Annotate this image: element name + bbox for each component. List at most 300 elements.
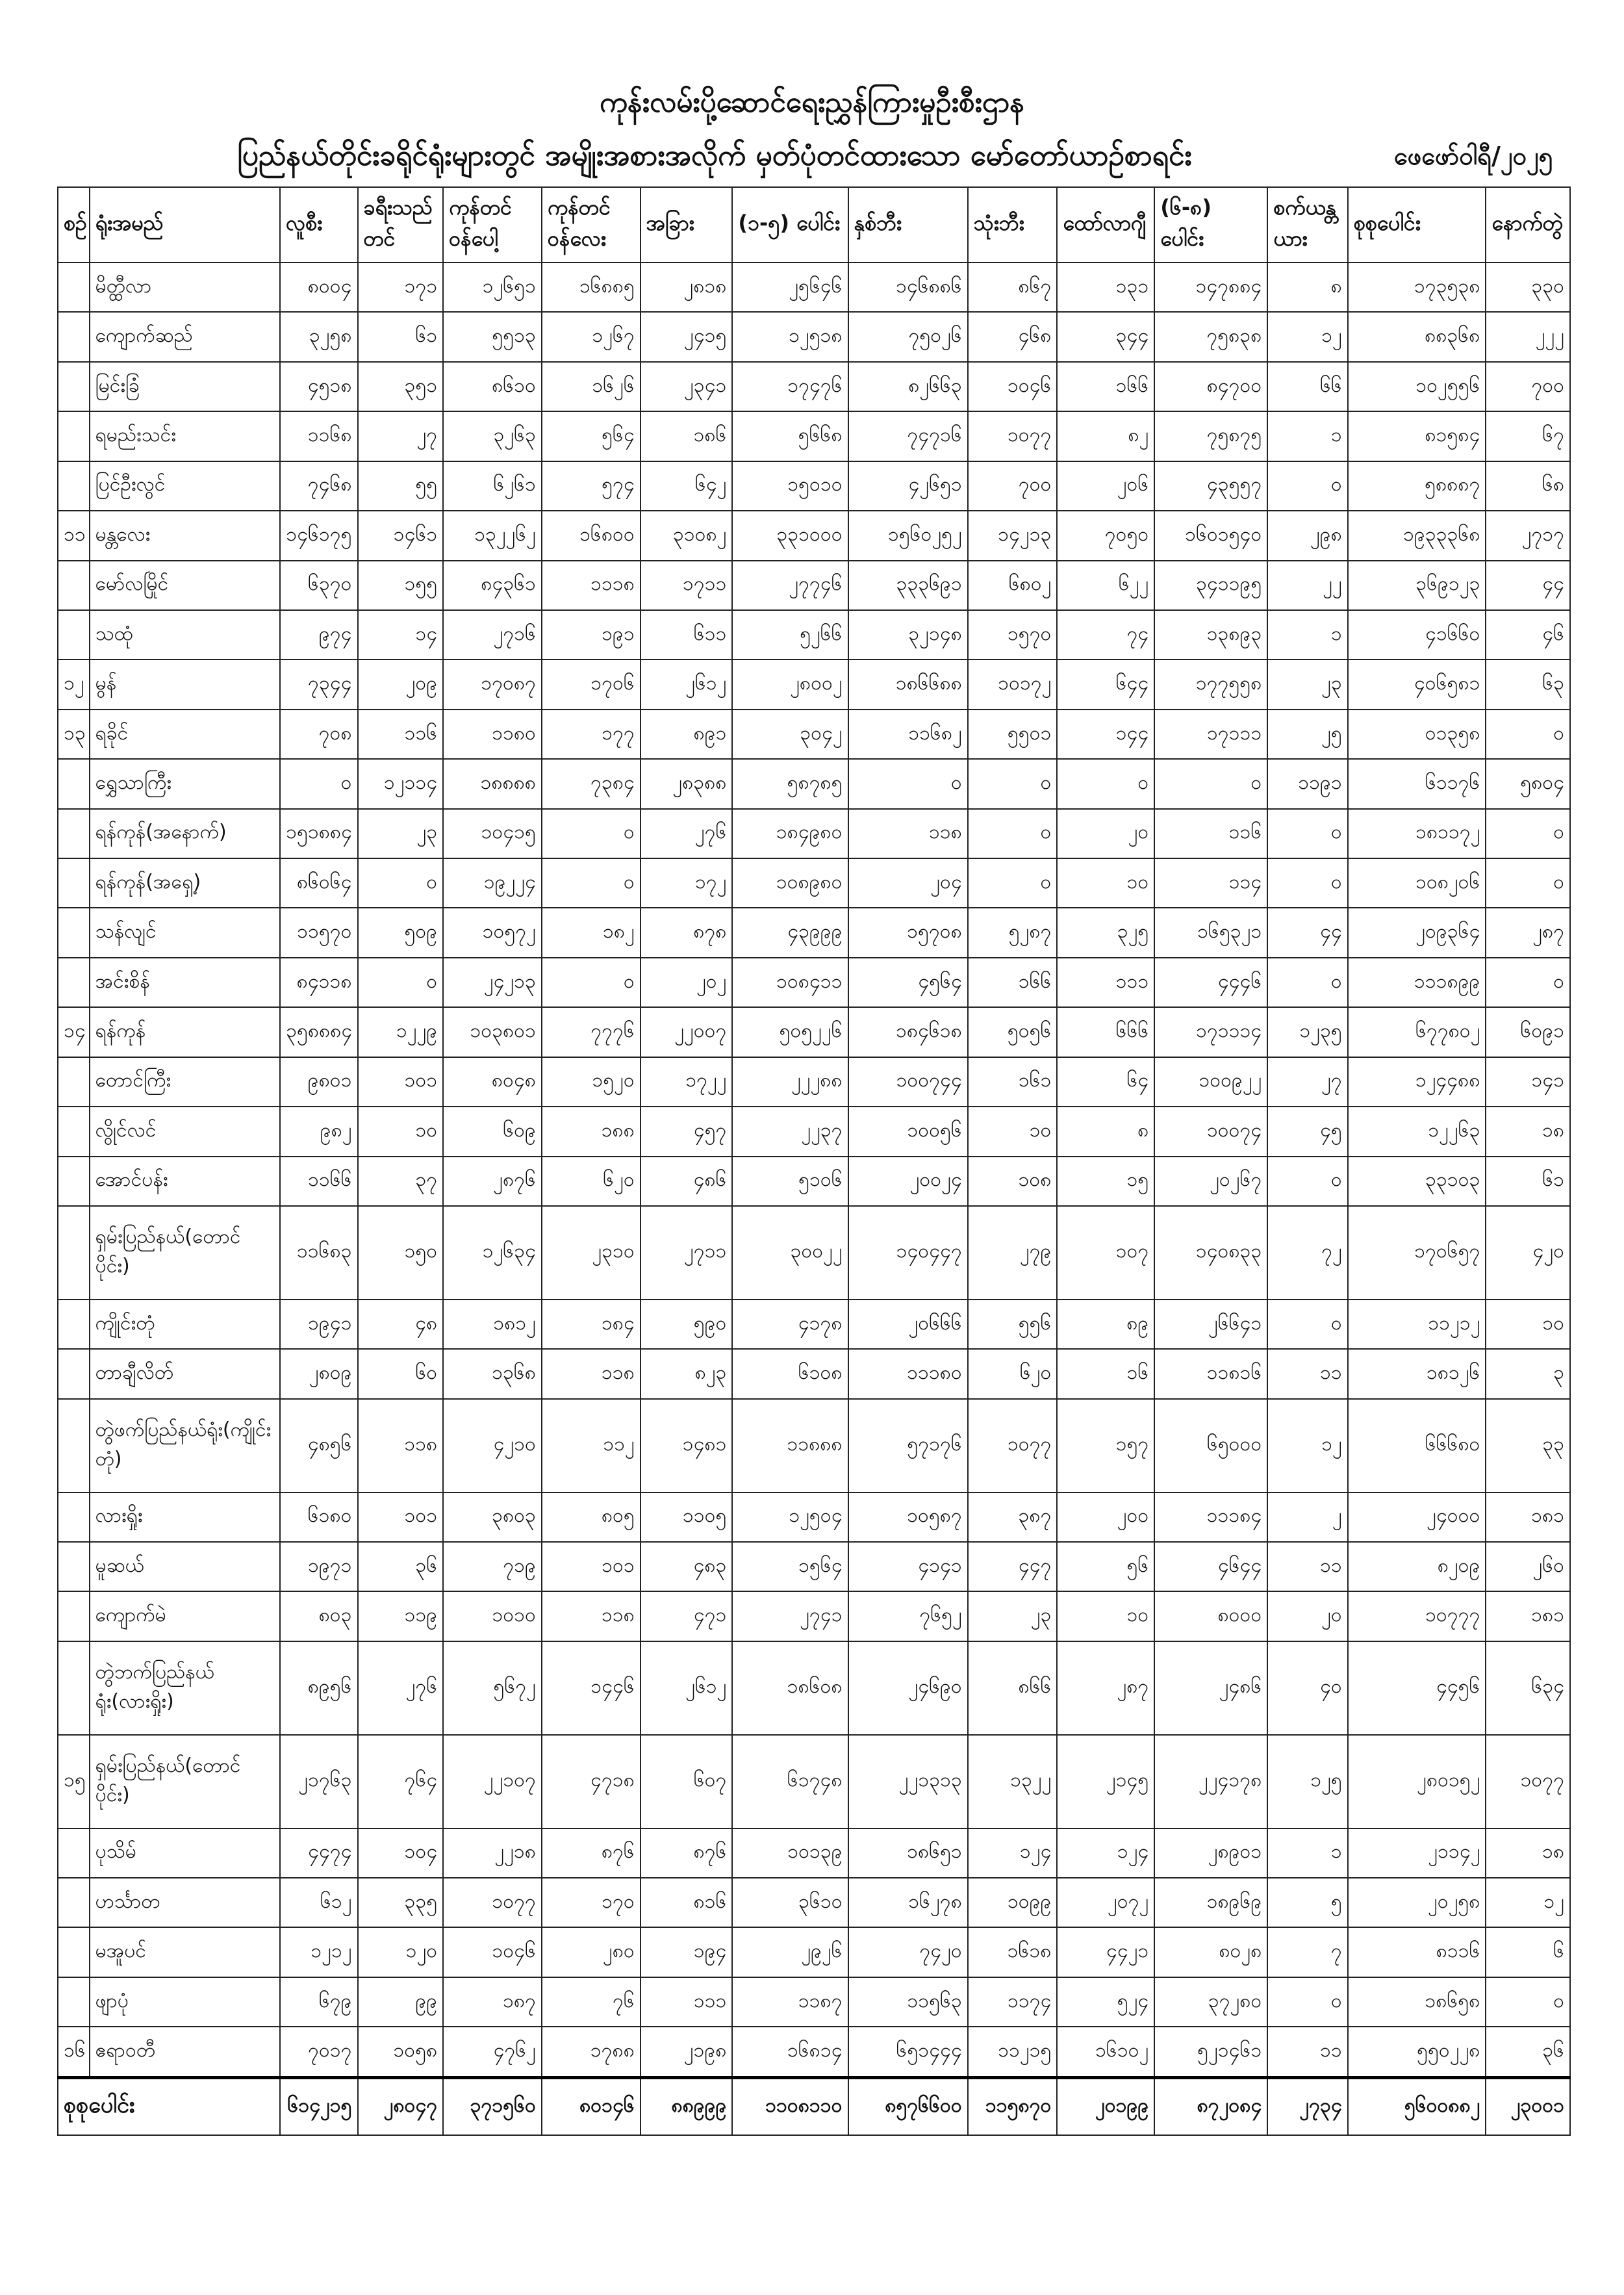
cell-value: ၂၃ xyxy=(358,809,444,858)
cell-value: ၁၂၁၂ xyxy=(280,1927,357,1977)
cell-value: ၆၀ xyxy=(358,1349,444,1398)
cell-value: ၁၆၈၈၅ xyxy=(542,263,641,312)
cell-value: ၄၂၀ xyxy=(1486,1206,1570,1300)
cell-value: ၂၂၀၀၇ xyxy=(641,1007,733,1057)
cell-value: ၂၀ xyxy=(1057,809,1154,858)
row-number: ၁၆ xyxy=(58,2027,90,2078)
office-name: အောင်ပန်း xyxy=(90,1157,281,1206)
cell-value: ၂၃၄၁ xyxy=(641,362,733,411)
cell-value: ၁၀၈၄၁၁ xyxy=(732,958,848,1007)
cell-value: ၁၉၄၁ xyxy=(280,1300,357,1349)
cell-value: ၃၄၁၁၉၅ xyxy=(1154,561,1267,610)
cell-value: ၁၁၄ xyxy=(1154,858,1267,908)
table-row xyxy=(58,759,1570,808)
cell-value: ၀ xyxy=(1267,858,1347,908)
cell-value: ၁၀ xyxy=(1057,1591,1154,1641)
office-name: ဟင်္သာတ xyxy=(90,1878,281,1927)
cell-value: ၁၀၁ xyxy=(542,1542,641,1591)
cell-value: ၅၀၉ xyxy=(358,908,444,957)
cell-value: ၁၅၇ xyxy=(1057,1399,1154,1493)
cell-value: ၄၄၇ xyxy=(968,1542,1058,1591)
cell-value: ၁ xyxy=(1267,411,1347,461)
cell-value: ၃၆ xyxy=(358,1542,444,1591)
cell-value: ၇၆၄ xyxy=(358,1735,444,1828)
cell-value: ၈၂၆၆၃ xyxy=(848,362,968,411)
cell-value: ၁၄၈၁ xyxy=(641,1399,733,1493)
row-number xyxy=(58,1349,90,1398)
row-number xyxy=(58,908,90,957)
cell-value: ၁၈၁ xyxy=(1486,1591,1570,1641)
cell-value: ၆၁၀၈ xyxy=(732,1349,848,1398)
cell-value: ၁၀၇ xyxy=(1057,1206,1154,1300)
cell-value: ၅၆ xyxy=(1057,1542,1154,1591)
cell-value: ၃၃၅ xyxy=(358,1878,444,1927)
cell-value: ၁၀ xyxy=(358,1107,444,1156)
cell-value: ၁၈၆ xyxy=(641,411,733,461)
cell-value: ၈၂၀၉ xyxy=(1348,1542,1486,1591)
row-number xyxy=(58,610,90,660)
cell-value: ၈၆၁၀ xyxy=(443,362,542,411)
cell-value: ၃၆၉၁၂၃ xyxy=(1348,561,1486,610)
cell-value: ၁၈၆၅၈ xyxy=(1348,1977,1486,2027)
row-number xyxy=(58,461,90,511)
cell-value: ၆၄၄ xyxy=(1057,660,1154,709)
cell-value: ၁၄၆၁၇၅ xyxy=(280,511,357,560)
table-row xyxy=(58,1007,1570,1057)
cell-value: ၂၇၁၆ xyxy=(443,610,542,660)
cell-value: ၁၀၅၇၂ xyxy=(443,908,542,957)
cell-value: ၇၅၈၇၅ xyxy=(1154,411,1267,461)
cell-value: ၆၀၉၁ xyxy=(1486,1007,1570,1057)
cell-value: ၄၁၆၆၀ xyxy=(1348,610,1486,660)
cell-value: ၁၁၇၄ xyxy=(968,1977,1058,2027)
cell-value: ၈၁၁၆ xyxy=(1348,1927,1486,1977)
cell-value: ၆၆၆ xyxy=(1057,1007,1154,1057)
total-value: ၂၃၀၀၁ xyxy=(1486,2078,1570,2135)
cell-value: ၁၇၃၅၃၈ xyxy=(1348,263,1486,312)
office-name: မိတ္ထီလာ xyxy=(90,263,281,312)
cell-value: ၄၄၅၆ xyxy=(1348,1641,1486,1735)
cell-value: ၈ xyxy=(1267,263,1347,312)
cell-value: ၂၈၇၆ xyxy=(443,1157,542,1206)
table-row xyxy=(58,1828,1570,1878)
cell-value: ၃၀၀၂၂ xyxy=(732,1206,848,1300)
row-number: ၁၂ xyxy=(58,660,90,709)
row-number: ၁၅ xyxy=(58,1735,90,1828)
cell-value: ၂၆၁၂ xyxy=(641,660,733,709)
cell-value: ၁၁၉ xyxy=(358,1591,444,1641)
cell-value: ၄၇၆၂ xyxy=(443,2027,542,2078)
cell-value: ၁၂၂၉ xyxy=(358,1007,444,1057)
cell-value: ၃၈၀၃ xyxy=(443,1493,542,1542)
cell-value: ၁၈၆၅၁ xyxy=(848,1828,968,1878)
cell-value: ၄၇၁ xyxy=(641,1591,733,1641)
cell-value: ၂၈၉၀၁ xyxy=(1154,1828,1267,1878)
table-row xyxy=(58,1300,1570,1349)
cell-value: ၂၉၈ xyxy=(1267,511,1347,560)
cell-value: ၄၃၉၉၉ xyxy=(732,908,848,957)
cell-value: ၁၂၅၁၈ xyxy=(732,312,848,361)
cell-value: ၁၈၈၈၈ xyxy=(443,759,542,808)
cell-value: ၆၀၉ xyxy=(443,1107,542,1156)
cell-value: ၇၀၀ xyxy=(1486,362,1570,411)
cell-value: ၅၆၇၂ xyxy=(443,1641,542,1735)
cell-value: ၈၀၀၄ xyxy=(280,263,357,312)
cell-value: ၂၆၆၄၁ xyxy=(1154,1300,1267,1349)
cell-value: ၂၂၁၀၇ xyxy=(443,1735,542,1828)
table-row xyxy=(58,809,1570,858)
cell-value: ၇၄၆၈ xyxy=(280,461,357,511)
cell-value: ၁၆၂၇၈ xyxy=(848,1878,968,1927)
row-number xyxy=(58,1107,90,1156)
cell-value: ၅၉၀ xyxy=(641,1300,733,1349)
cell-value: ၆၈ xyxy=(1486,461,1570,511)
office-name: ရန်ကုန် xyxy=(90,1007,281,1057)
column-header: နှစ်ဘီး xyxy=(848,187,968,263)
table-row xyxy=(58,312,1570,361)
cell-value: ၂၉၂၆ xyxy=(732,1927,848,1977)
cell-value: ၃၃၁၀၀၀ xyxy=(732,511,848,560)
cell-value: ၀၁၃၅၈ xyxy=(1348,710,1486,759)
cell-value: ၈၇၆ xyxy=(542,1828,641,1878)
cell-value: ၀ xyxy=(542,858,641,908)
table-row xyxy=(58,660,1570,709)
table-row xyxy=(58,1399,1570,1493)
cell-value: ၁၁၉၁ xyxy=(1267,759,1347,808)
column-header: စုစုပေါင်း xyxy=(1348,187,1486,263)
cell-value: ၂၆၀ xyxy=(1486,1542,1570,1591)
cell-value: ၁၉၁ xyxy=(542,610,641,660)
table-row xyxy=(58,1542,1570,1591)
cell-value: ၁၅၂၀ xyxy=(542,1057,641,1107)
cell-value: ၂၈၀၁၅၂ xyxy=(1348,1735,1486,1828)
cell-value: ၁၇၂၂ xyxy=(641,1057,733,1107)
cell-value: ၀ xyxy=(1486,958,1570,1007)
cell-value: ၈၆၆ xyxy=(968,1641,1058,1735)
table-row xyxy=(58,1878,1570,1927)
column-header: ခရီးသည်တင် xyxy=(358,187,444,263)
cell-value: ၄၇၁၈ xyxy=(542,1735,641,1828)
document-title: ကုန်းလမ်းပို့ဆောင်ရေးညွှန်ကြားမှုဦးစီးဌာန xyxy=(599,86,1025,119)
cell-value: ၈၉၁ xyxy=(641,710,733,759)
cell-value: ၇၅၀၂၆ xyxy=(848,312,968,361)
table-row xyxy=(58,362,1570,411)
cell-value: ၆၄၂ xyxy=(641,461,733,511)
column-header: ကုန်တင်ဝန်လေး xyxy=(542,187,641,263)
cell-value: ၆၃၇၀ xyxy=(280,561,357,610)
cell-value: ၂၇၉ xyxy=(968,1206,1058,1300)
cell-value: ၁၀၄၆ xyxy=(968,362,1058,411)
cell-value: ၁၅၆၄ xyxy=(732,1542,848,1591)
cell-value: ၀ xyxy=(1486,710,1570,759)
table-row xyxy=(58,958,1570,1007)
cell-value: ၁၀၀၉၂၂ xyxy=(1154,1057,1267,1107)
cell-value: ၅ xyxy=(1267,1878,1347,1927)
vehicle-registration-table xyxy=(57,186,1571,2136)
cell-value: ၁၃၂၂၆၂ xyxy=(443,511,542,560)
cell-value: ၂၅ xyxy=(1267,710,1347,759)
cell-value: ၁၂၂၆၃ xyxy=(1348,1107,1486,1156)
cell-value: ၇၃၄၄ xyxy=(280,660,357,709)
cell-value: ၁၁၈ xyxy=(542,1591,641,1641)
table-header-row xyxy=(58,187,1570,263)
cell-value: ၁၄၇၈၈၄ xyxy=(1154,263,1267,312)
cell-value: ၂၇၁၁ xyxy=(641,1206,733,1300)
cell-value: ၁၈၁ xyxy=(1486,1493,1570,1542)
cell-value: ၀ xyxy=(968,809,1058,858)
cell-value: ၉၈၀၁ xyxy=(280,1057,357,1107)
table-row xyxy=(58,1349,1570,1398)
cell-value: ၁၁၂၁၂ xyxy=(1348,1300,1486,1349)
cell-value: ၃၆ xyxy=(1486,2027,1570,2078)
cell-value: ၁၇၁၁၁ xyxy=(1154,710,1267,759)
row-number xyxy=(58,561,90,610)
cell-value: ၂၃ xyxy=(1267,660,1347,709)
cell-value: ၇၁၉ xyxy=(443,1542,542,1591)
cell-value: ၄၆၈ xyxy=(968,312,1058,361)
cell-value: ၄၂၆၅၁ xyxy=(848,461,968,511)
column-header: ကုန်တင်ဝန်ပေါ့ xyxy=(443,187,542,263)
office-name: ရန်ကုန်(အနောက်) xyxy=(90,809,281,858)
column-header: စဉ် xyxy=(58,187,90,263)
cell-value: ၁၀၈၉၈၀ xyxy=(732,858,848,908)
cell-value: ၁၀၈ xyxy=(968,1157,1058,1206)
cell-value: ၄၈၅၆ xyxy=(280,1399,357,1493)
cell-value: ၁၂၅၀၄ xyxy=(732,1493,848,1542)
cell-value: ၁၄၆၁ xyxy=(358,511,444,560)
cell-value: ၁၉၇၁ xyxy=(280,1542,357,1591)
cell-value: ၆၂၀ xyxy=(968,1349,1058,1398)
cell-value: ၈၉ xyxy=(1057,1300,1154,1349)
cell-value: ၁၁၈ xyxy=(542,1349,641,1398)
cell-value: ၂၈၇ xyxy=(1486,908,1570,957)
table-row xyxy=(58,461,1570,511)
table-row xyxy=(58,710,1570,759)
cell-value: ၇၇၇၆ xyxy=(542,1007,641,1057)
row-number xyxy=(58,1493,90,1542)
row-number: ၁၄ xyxy=(58,1007,90,1057)
row-number: ၁၁ xyxy=(58,511,90,560)
cell-value: ၁၀၇၇ xyxy=(968,411,1058,461)
cell-value: ၅၅၀၁ xyxy=(968,710,1058,759)
cell-value: ၀ xyxy=(1267,461,1347,511)
cell-value: ၉၈၂ xyxy=(280,1107,357,1156)
cell-value: ၁၀၁ xyxy=(358,1493,444,1542)
cell-value: ၈၄၇၀၀ xyxy=(1154,362,1267,411)
cell-value: ၃၈၇ xyxy=(968,1493,1058,1542)
cell-value: ၂၄၈၆ xyxy=(1154,1641,1267,1735)
cell-value: ၅၅ xyxy=(358,461,444,511)
office-name: လွိုင်လင် xyxy=(90,1107,281,1156)
cell-value: ၆၁၂ xyxy=(280,1878,357,1927)
cell-value: ၁၁၈ xyxy=(358,1399,444,1493)
row-number xyxy=(58,1878,90,1927)
cell-value: ၂၈၃၈၈ xyxy=(641,759,733,808)
cell-value: ၂၅၆၄၆ xyxy=(732,263,848,312)
cell-value: ၁၈ xyxy=(1486,1107,1570,1156)
cell-value: ၂၇၆ xyxy=(358,1641,444,1735)
cell-value: ၆၅၀၀၀ xyxy=(1154,1399,1267,1493)
row-number xyxy=(58,1591,90,1641)
cell-value: ၁၇၁၁၁၄ xyxy=(1154,1007,1267,1057)
cell-value: ၁၄၄ xyxy=(1057,710,1154,759)
cell-value: ၄၁၇၈ xyxy=(732,1300,848,1349)
cell-value: ၁၆၂၆ xyxy=(542,362,641,411)
cell-value: ၈၁၅၈၄ xyxy=(1348,411,1486,461)
cell-value: ၅၈၀၄ xyxy=(1486,759,1570,808)
cell-value: ၁၈၉၆၉ xyxy=(1154,1878,1267,1927)
cell-value: ၃၀၄၂ xyxy=(732,710,848,759)
cell-value: ၂၂၁၃၁၃ xyxy=(848,1735,968,1828)
cell-value: ၁၂၀ xyxy=(358,1927,444,1977)
cell-value: ၁၇၀၆၅၇ xyxy=(1348,1206,1486,1300)
cell-value: ၂၃၁၀ xyxy=(542,1206,641,1300)
table-row xyxy=(58,511,1570,560)
cell-value: ၆၃ xyxy=(1486,660,1570,709)
cell-value: ၂၀၆ xyxy=(1057,461,1154,511)
cell-value: ၁၅၅ xyxy=(358,561,444,610)
row-number xyxy=(58,312,90,361)
cell-value: ၁၉၃၃၃၆၈ xyxy=(1348,511,1486,560)
cell-value: ၁၅၇၀ xyxy=(968,610,1058,660)
cell-value: ၀ xyxy=(968,759,1058,808)
cell-value: ၅၈၈၈၇ xyxy=(1348,461,1486,511)
cell-value: ၅၆၄ xyxy=(542,411,641,461)
cell-value: ၄၈၃ xyxy=(641,1542,733,1591)
cell-value: ၇၂ xyxy=(1267,1206,1347,1300)
cell-value: ၆၃၄ xyxy=(1486,1641,1570,1735)
office-name: မော်လမြိုင် xyxy=(90,561,281,610)
cell-value: ၁၀၅၈ xyxy=(358,2027,444,2078)
table-body xyxy=(58,263,1570,2135)
cell-value: ၃၃ xyxy=(1486,1399,1570,1493)
cell-value: ၆၆၆၈၀ xyxy=(1348,1399,1486,1493)
cell-value: ၂၀ xyxy=(1267,1591,1347,1641)
cell-value: ၅၂၄ xyxy=(1057,1977,1154,2027)
cell-value: ၁၂၆၅၁ xyxy=(443,263,542,312)
table-row xyxy=(58,1057,1570,1107)
column-header: ရုံးအမည် xyxy=(90,187,281,263)
row-number xyxy=(58,1828,90,1878)
row-number xyxy=(58,1927,90,1977)
cell-value: ၇၆ xyxy=(542,1977,641,2027)
cell-value: ၃၂၁၄၈ xyxy=(848,610,968,660)
cell-value: ၈၉၅၆ xyxy=(280,1641,357,1735)
cell-value: ၁၆၅၃၂၁ xyxy=(1154,908,1267,957)
cell-value: ၂၇ xyxy=(1267,1057,1347,1107)
cell-value: ၁၀၅၈၇ xyxy=(848,1493,968,1542)
cell-value: ၂၃ xyxy=(968,1591,1058,1641)
total-value: ၂၇၃၄ xyxy=(1267,2078,1347,2135)
cell-value: ၂၂၂၈၈ xyxy=(732,1057,848,1107)
cell-value: ၁၁ xyxy=(1267,1542,1347,1591)
cell-value: ၁၄ xyxy=(358,610,444,660)
cell-value: ၂၆၁၂ xyxy=(641,1641,733,1735)
cell-value: ၁၄၄၆ xyxy=(542,1641,641,1735)
office-name: အင်းစိန် xyxy=(90,958,281,1007)
office-name: ရမည်းသင်း xyxy=(90,411,281,461)
cell-value: ၆၁ xyxy=(358,312,444,361)
cell-value: ၀ xyxy=(848,759,968,808)
cell-value: ၁၃၁ xyxy=(1057,263,1154,312)
cell-value: ၆၂၂ xyxy=(1057,561,1154,610)
cell-value: ၂၁၉၈ xyxy=(641,2027,733,2078)
cell-value: ၁၇၇ xyxy=(542,710,641,759)
cell-value: ၁၅၆၀၂၅၂ xyxy=(848,511,968,560)
cell-value: ၅၇၄ xyxy=(542,461,641,511)
cell-value: ၃၇ xyxy=(358,1157,444,1206)
row-number xyxy=(58,1057,90,1107)
column-header: လူစီး xyxy=(280,187,357,263)
cell-value: ၃၂၅၈ xyxy=(280,312,357,361)
cell-value: ၁၂၆၇ xyxy=(542,312,641,361)
cell-value: ၁၀၁၇၂ xyxy=(968,660,1058,709)
cell-value: ၂၇၇၄၆ xyxy=(732,561,848,610)
cell-value: ၈၀၃ xyxy=(280,1591,357,1641)
cell-value: ၁၂ xyxy=(1486,1878,1570,1927)
cell-value: ၃၇၂၈၀ xyxy=(1154,1977,1267,2027)
cell-value: ၈၇၈ xyxy=(641,908,733,957)
cell-value: ၄၆ xyxy=(1486,610,1570,660)
cell-value: ၈ xyxy=(1057,1107,1154,1156)
cell-value: ၄၄၇၄ xyxy=(280,1828,357,1878)
cell-value: ၆၄ xyxy=(1057,1057,1154,1107)
office-name: သန်လျင် xyxy=(90,908,281,957)
row-number xyxy=(58,1399,90,1493)
office-name: ရှမ်းပြည်နယ်(တောင်ပိုင်း) xyxy=(90,1206,281,1300)
cell-value: ၂၇၄၁ xyxy=(732,1591,848,1641)
row-number xyxy=(58,362,90,411)
cell-value: ၈၂၃ xyxy=(641,1349,733,1398)
cell-value: ၂၄၆၉၀ xyxy=(848,1641,968,1735)
cell-value: ၁၇၀၈၇ xyxy=(443,660,542,709)
cell-value: ၄၁၄၁ xyxy=(848,1542,968,1591)
cell-value: ၂၄၂၁၃ xyxy=(443,958,542,1007)
cell-value: ၆၅၁၄၄၄ xyxy=(848,2027,968,2078)
table-row xyxy=(58,561,1570,610)
cell-value: ၆၁၈၀ xyxy=(280,1493,357,1542)
office-name: တွဲဘက်ပြည်နယ်ရုံး(လားရှိုး) xyxy=(90,1641,281,1735)
cell-value: ၃၆၁၀ xyxy=(732,1878,848,1927)
cell-value: ၁၁၂၁၅ xyxy=(968,2027,1058,2078)
table-row xyxy=(58,1927,1570,1977)
cell-value: ၀ xyxy=(1267,809,1347,858)
table-row xyxy=(58,1735,1570,1828)
cell-value: ၀ xyxy=(1154,759,1267,808)
cell-value: ၁၆၆ xyxy=(968,958,1058,1007)
cell-value: ၁၁ xyxy=(1267,2027,1347,2078)
cell-value: ၄၀၆၅၈၁ xyxy=(1348,660,1486,709)
cell-value: ၉၇၄ xyxy=(280,610,357,660)
cell-value: ၅၈၇၈၅ xyxy=(732,759,848,808)
office-name: မွန် xyxy=(90,660,281,709)
cell-value: ၅၁၀၆ xyxy=(732,1157,848,1206)
cell-value: ၁၂ xyxy=(1267,312,1347,361)
cell-value: ၁၂ xyxy=(1267,1399,1347,1493)
row-number xyxy=(58,1300,90,1349)
cell-value: ၅၅၀၂၂၈ xyxy=(1348,2027,1486,2078)
cell-value: ၅၂၁၄၆၁ xyxy=(1154,2027,1267,2078)
total-value: ၅၆၀၀၈၈၂ xyxy=(1348,2078,1486,2135)
cell-value: ၂၂၁၈ xyxy=(443,1828,542,1878)
row-number xyxy=(58,1542,90,1591)
cell-value: ၁၁ xyxy=(1267,1349,1347,1398)
row-number xyxy=(58,858,90,908)
cell-value: ၁၆၆ xyxy=(1057,362,1154,411)
cell-value: ၁၁၁၈၄ xyxy=(1154,1493,1267,1542)
cell-value: ၇၆၅၂ xyxy=(848,1591,968,1641)
cell-value: ၁၁၈၇ xyxy=(732,1977,848,2027)
